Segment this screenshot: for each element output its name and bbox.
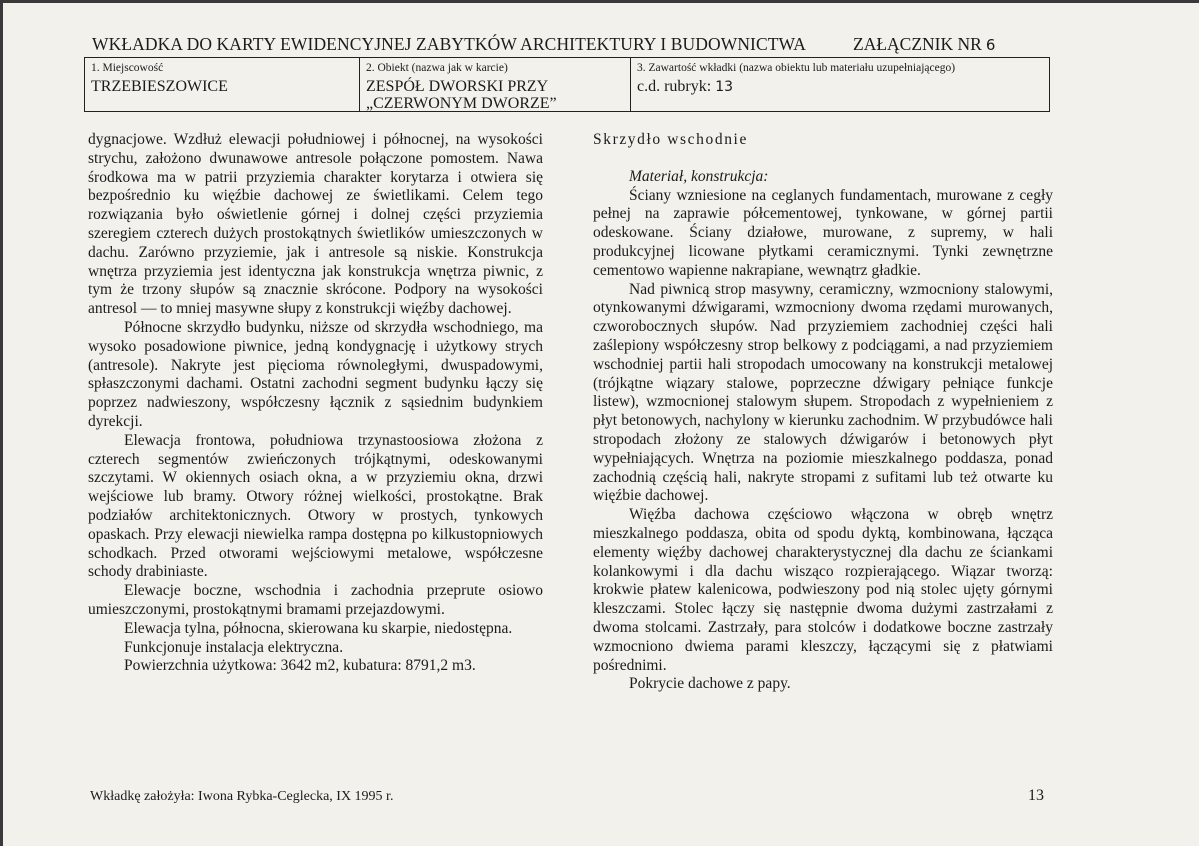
paragraph: Elewacje boczne, wschodnia i zachodnia przeprute osiowo umieszczonymi, prostokątnymi bramami przejazdowymi.	[88, 582, 543, 618]
paragraph: Pokrycie dachowe z papy.	[629, 675, 791, 693]
footer-author: Wkładkę założyła: Iwona Rybka-Ceglecka, IX 1995 r.	[90, 789, 394, 804]
annex-number: 6	[985, 36, 996, 54]
section-heading: Skrzydło wschodnie	[593, 131, 748, 148]
contents-cell	[630, 58, 1049, 111]
object-value-line1: ZESPÓŁ DWORSKI PRZY	[366, 78, 549, 95]
info-box	[84, 57, 1050, 112]
paragraph: Więźba dachowa częściowo włączona w obręb wnętrz mieszkalnego poddasza, obita od spodu dyktą, kombinowana, łącząca elementy więźby dachowej charakterystycznej dla dachu ze ściankami kolankowymi i dla dachu wisząco rozpierającego. Wiązar tworzą: krokwie płatew kalenicowa, podwieszony pod nią stolec ujęty górnymi kleszczami. Stolec łączy się następnie dwoma dużymi zastrzałami z dwoma stolcami. Zastrzały, para stolców i dodatkowe boczne zastrzały wzmocniono dwiema parami kleszczy, łączącymi się z płatwiami pośrednimi.	[593, 506, 1053, 674]
page-number: 13	[1028, 787, 1044, 804]
locality-label: 1. Miejscowość	[91, 62, 164, 74]
object-label: 2. Obiekt (nazwa jak w karcie)	[366, 62, 508, 74]
form-title: WKŁADKA DO KARTY EWIDENCYJNEJ ZABYTKÓW ARCHITEKTURY I BUDOWNICTWA	[92, 34, 806, 54]
annex-label	[853, 34, 995, 55]
scan-edge-top	[0, 0, 1199, 3]
paragraph: Północne skrzydło budynku, niższe od skrzydła wschodniego, ma wysoko posadowione piwnice, jedną kondygnację i użytkowy strych (antresole). Nakryte jest pięcioma równoległymi, dwuspadowymi, spłaszczonymi dachami. Ostatni zachodni segment budynku łączy się poprzez nadwieszony, współczesny łącznik z sąsiednim budynkiem dyrekcji.	[88, 318, 543, 430]
paragraph: Nad piwnicą strop masywny, ceramiczny, wzmocniony stalowymi, otynkowanymi dźwigarami, wzmocniony dwoma rzędami murowanych, czworobocznych słupów. Nad przyziemiem zachodniej części hali zaślepiony współczesny strop belkowy z podciągami, a nad przyziemiem wschodniej partii hali stropodach umocowany na konstrukcji metalowej (trójkątne wiązary stalowe, poprzeczne dźwigary pełniące funkcje listew), wzmocnionej stalowym słupem. Stropodach z wypełnieniem z płyt betonowych, nachylony w kierunku zachodnim. W przybudówce hali stropodach złożony ze stalowych dźwigarów i betonowych płyt wypełniających. Wnętrza na poziomie mieszkalnego poddasza, ponad zachodnią częścią hali, nakryte stropami z sufitami lub też otwarte ku więźbie dachowej.	[593, 280, 1053, 505]
object-cell	[359, 58, 630, 111]
sub-heading: Materiał, konstrukcja:	[629, 167, 769, 185]
contents-value-number: 13	[715, 79, 734, 95]
contents-value-prefix: c.d. rubryk:	[637, 78, 712, 95]
locality-cell	[85, 58, 359, 111]
paragraph: Elewacja frontowa, południowa trzynastoosiowa złożona z czterech segmentów zwieńczonych trójkątnymi, odeskowanymi szczytami. W okiennych osiach okna, a w przyziemiu okna, drzwi wejściowe lub bramy. Otwory różnej wielkości, prostokątne. Brak podziałów architektonicznych. Otwory w prostych, tynkowych opaskach. Przy elewacji niewielka rampa dostępna po kilkustopniowych schodkach. Przed otworami wejściowymi metalowe, współczesne schody drabiniaste.	[88, 431, 543, 581]
right-column	[593, 131, 1053, 694]
paragraph: Elewacja tylna, północna, skierowana ku skarpie, niedostępna.	[124, 619, 513, 637]
scan-edge-left	[0, 0, 3, 846]
left-column	[88, 131, 543, 676]
object-value	[366, 78, 624, 112]
contents-value	[637, 78, 1043, 96]
annex-label-text: ZAŁĄCZNIK NR	[853, 34, 982, 54]
paragraph: Powierzchnia użytkowa: 3642 m2, kubatura: 8791,2 m3.	[124, 657, 476, 675]
paragraph: dygnacjowe. Wzdłuż elewacji południowej i północnej, na wysokości strychu, założono dwunawowe antresole połączone pomostem. Nawa środkowa ma w patrii przyziemia charakter korytarza i otwiera się bezpośrednio ku więźbie dachowej ze świetlikami. Celem tego rozwiązania było oświetlenie górnej i dolnej części przyziemia szeregiem czterech dużych prostokątnych świetlików umieszczonych w dachu. Zarówno przyziemie, jak i antresole są niskie. Konstrukcja wnętrza przyziemia jest identyczna jak konstrukcja wnętrza piwnic, z tym że trzony słupów są znacznie skrócone. Podpory na wysokości antresol — to mniej masywne słupy z konstrukcji więźby dachowej.	[88, 131, 543, 318]
contents-label: 3. Zawartość wkładki (nazwa obiektu lub materiału uzupełniającego)	[637, 62, 956, 74]
object-value-line2: „CZERWONYM DWORZE”	[366, 95, 557, 112]
paragraph: Ściany wzniesione na ceglanych fundamentach, murowane z cegły pełnej na zaprawie półcementowej, tynkowane, w górnej partii odeskowane. Ściany działowe, murowane, z supremy, w hali produkcyjnej licowane płytkami ceramicznymi. Tynki zewnętrzne cementowo wapienne nakrapiane, wewnątrz gładkie.	[593, 186, 1053, 279]
locality-value: TRZEBIESZOWICE	[91, 78, 228, 95]
paragraph: Funkcjonuje instalacja elektryczna.	[124, 638, 344, 656]
